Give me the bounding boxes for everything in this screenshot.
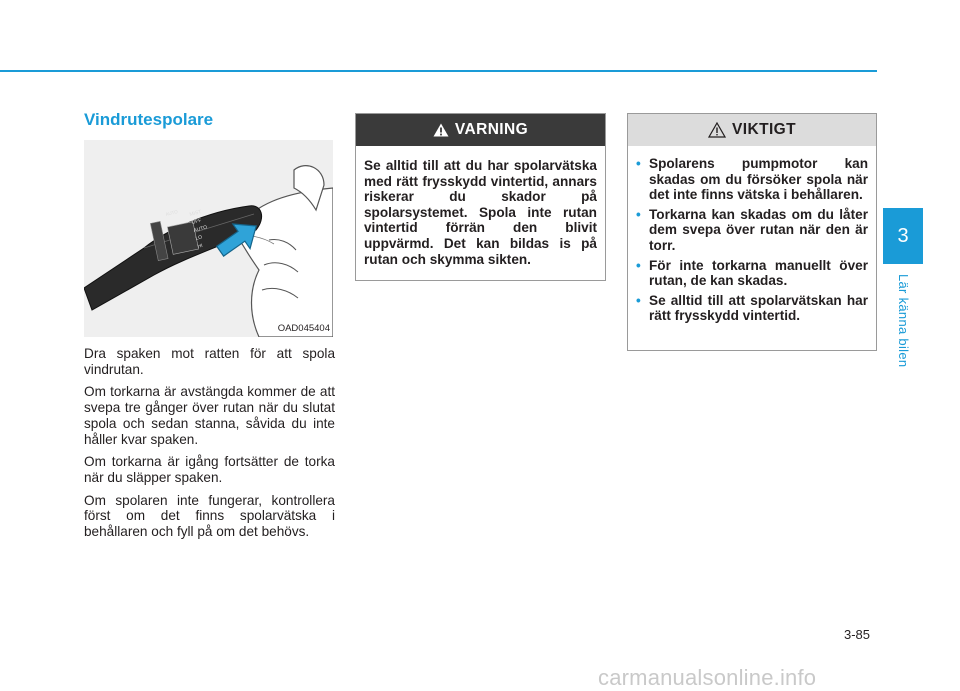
caution-triangle-icon bbox=[708, 122, 726, 138]
list-item-text: Torkarna kan skadas om du låter dem svepa över rutan när den är torr. bbox=[649, 206, 868, 253]
warning-title: VARNING bbox=[454, 121, 529, 138]
warning-box bbox=[355, 113, 606, 281]
list-item bbox=[636, 293, 868, 324]
svg-text:HI: HI bbox=[196, 242, 204, 250]
paragraph: Om spolaren inte fungerar, kontrollera först om det finns spolarvätska i behållaren och fyll på om det behövs. bbox=[84, 492, 335, 540]
important-header bbox=[628, 114, 876, 146]
paragraph: Om torkarna är igång fortsätter de torka när du släpper spaken. bbox=[84, 454, 335, 485]
chapter-number: 3 bbox=[897, 225, 909, 247]
warning-header bbox=[356, 114, 605, 146]
page-number: 3-85 bbox=[844, 627, 871, 642]
svg-text:AUTO: AUTO bbox=[164, 208, 179, 217]
wiper-lever-illustration bbox=[84, 140, 333, 337]
list-item-text: Spolarens pumpmotor kan skadas om du försöker spola när det inte finns vätska i behållaren. bbox=[649, 156, 868, 203]
bullet-icon: • bbox=[636, 292, 641, 308]
list-item bbox=[636, 207, 868, 254]
important-list bbox=[628, 146, 876, 324]
warning-text: Se alltid till att du har spolarvätska med rätt frysskydd vintertid, annars riskerar du skador på spolarsystemet. Spola inte rutan vintertid förrän den blivit uppvärmd. Det kan bildas is på rutan och skymma sikten. bbox=[364, 158, 597, 267]
list-item-text: Se alltid till att spolarvätskan har rätt frysskydd vintertid. bbox=[649, 292, 868, 324]
list-item bbox=[636, 156, 868, 203]
important-box bbox=[627, 113, 877, 351]
svg-text:MIST: MIST bbox=[188, 209, 203, 218]
paragraph: Dra spaken mot ratten för att spola vindrutan. bbox=[84, 346, 335, 377]
svg-text:AUTO: AUTO bbox=[192, 224, 208, 234]
chapter-tab[interactable] bbox=[883, 208, 923, 264]
bullet-icon: • bbox=[636, 156, 641, 171]
header-rule bbox=[0, 70, 877, 72]
list-item bbox=[636, 258, 868, 289]
important-title: VIKTIGT bbox=[732, 121, 796, 138]
watermark[interactable]: carmanualsonline.info bbox=[598, 665, 817, 690]
list-item-text: För inte torkarna manuellt över rutan, de kan skadas. bbox=[649, 257, 868, 289]
bullet-icon: • bbox=[636, 257, 641, 273]
paragraph: Om torkarna är avstängda kommer de att svepa tre gånger över rutan när du slutat spola och sedan stanna, såvida du inte håller kvar spaken. bbox=[84, 384, 335, 447]
warning-triangle-icon bbox=[433, 123, 449, 137]
section-title: Vindrutespolare bbox=[84, 110, 214, 129]
chapter-label: Lär känna bilen bbox=[896, 274, 911, 368]
figure-code: OAD045404 bbox=[277, 323, 330, 334]
bullet-icon: • bbox=[636, 206, 641, 222]
svg-text:LO: LO bbox=[194, 234, 203, 242]
svg-text:OFF: OFF bbox=[190, 217, 203, 226]
lever-hand-drawing bbox=[84, 140, 333, 337]
section-body bbox=[84, 346, 335, 547]
